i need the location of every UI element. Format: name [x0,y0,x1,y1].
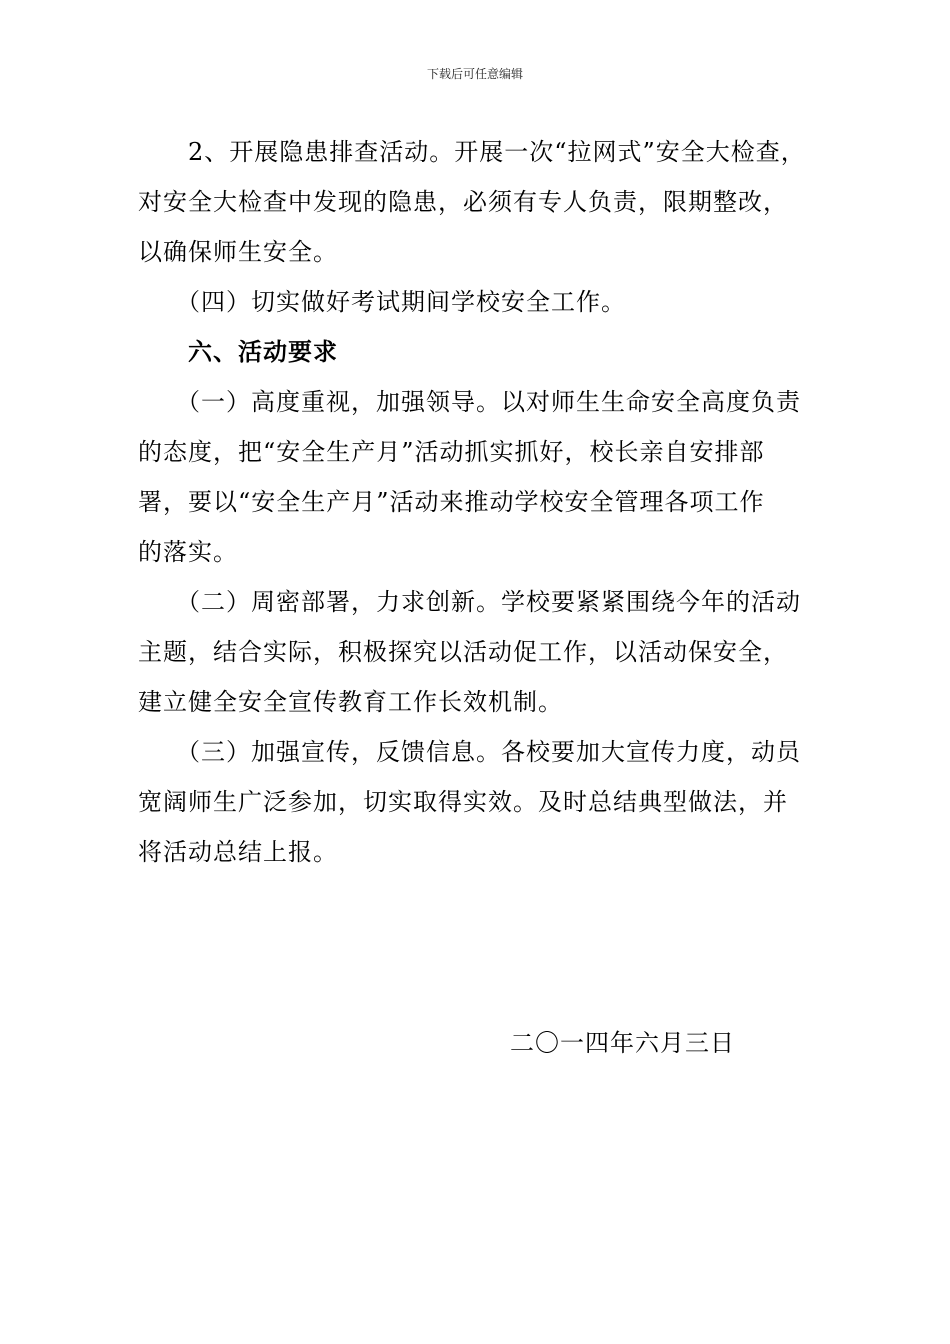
paragraph-line: 署，要以“安全生产月”活动来推动学校安全管理各项工作 [138,488,765,516]
paragraph-line: 主题，结合实际，积极探究以活动促工作，以活动保安全， [138,638,788,666]
paragraph-line: 以确保师生安全。 [138,238,338,266]
document-date: 二〇一四年六月三日 [510,1029,735,1057]
paragraph-line: 对安全大检查中发现的隐患，必须有专人负责，限期整改， [138,188,788,216]
paragraph-line: 宽阔师生广泛参加，切实取得实效。及时总结典型做法，并 [138,788,788,816]
paragraph-line: 建立健全安全宣传教育工作长效机制。 [138,688,563,716]
paragraph-line: 将活动总结上报。 [138,838,338,866]
paragraph-line: 的落实。 [138,538,238,566]
paragraph-line: 2、开展隐患排查活动。开展一次“拉网式”安全大检查， [188,138,806,166]
paragraph-line: （二）周密部署，力求创新。学校要紧紧围绕今年的活动 [176,588,801,616]
paragraph-line: （四）切实做好考试期间学校安全工作。 [176,288,626,316]
page-header-note: 下载后可任意编辑 [426,67,523,81]
paragraph-line: 的态度，把“安全生产月”活动抓实抓好，校长亲自安排部 [138,438,765,466]
paragraph-line: （一）高度重视，加强领导。以对师生生命安全高度负责 [176,388,801,416]
paragraph-line: （三）加强宣传，反馈信息。各校要加大宣传力度，动员 [176,738,801,766]
section-heading: 六、活动要求 [188,337,338,366]
